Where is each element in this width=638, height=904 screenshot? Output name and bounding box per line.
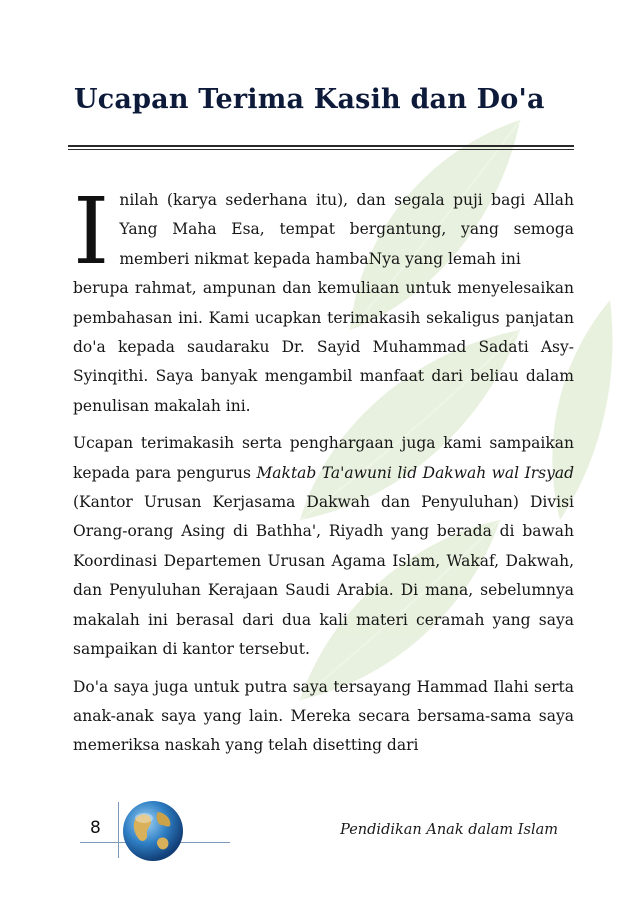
globe-icon bbox=[120, 798, 186, 864]
title-underline-thin bbox=[68, 149, 574, 150]
paragraph-1-lead: nilah (karya sederhana itu), dan segala puji bagi Allah Yang Maha Esa, tempat bergantung, yang semoga memberi nikmat kepada hambaNya yang lemah ini bbox=[119, 191, 574, 268]
paragraph-1-rest: berupa rahmat, ampunan dan kemuliaan untuk menyelesaikan pembahasan ini. Kami ucapkan terimakasih sekaligus panjatan do'a kepada saudaraku Dr. Sayid Muhammad Sadati Asy-Syinqithi. Saya banyak mengambil manfaat dari beliau dalam penulisan makalah ini. bbox=[73, 279, 574, 415]
paragraph-2 bbox=[73, 429, 574, 664]
paragraph-2-italic-name: Maktab Ta'awuni lid Dakwah wal Irsyad bbox=[256, 463, 574, 482]
paragraph-1 bbox=[73, 178, 574, 421]
paragraph-2-text-before: Ucapan terimakasih serta penghargaan juga kami sampaikan kepada para pengurus bbox=[73, 434, 574, 482]
paragraph-2-text-after: (Kantor Urusan Kerjasama Dakwah dan Penyuluhan) Divisi Orang-orang Asing di Bathha', Riyadh yang berada di bawah Koordinasi Departemen Urusan Agama Islam, Wakaf, Dakwah, dan Penyuluhan Kerajaan Saudi Arabia. Di mana, sebelumnya makalah ini berasal dari dua kali materi ceramah yang saya sampaikan di kantor tersebut. bbox=[73, 493, 574, 659]
page-title: Ucapan Terima Kasih dan Do'a bbox=[74, 84, 545, 115]
drop-cap: I bbox=[73, 178, 110, 285]
page-number: 8 bbox=[90, 818, 101, 838]
book-title-footer: Pendidikan Anak dalam Islam bbox=[340, 822, 558, 838]
body-text bbox=[73, 178, 574, 769]
footer-vertical-line bbox=[118, 802, 119, 858]
paragraph-3: Do'a saya juga untuk putra saya tersayang Hammad Ilahi serta anak-anak saya yang lain. Mereka secara bersama-sama saya memeriksa naskah yang telah disetting dari bbox=[73, 677, 574, 755]
title-underline-thick bbox=[68, 145, 574, 147]
